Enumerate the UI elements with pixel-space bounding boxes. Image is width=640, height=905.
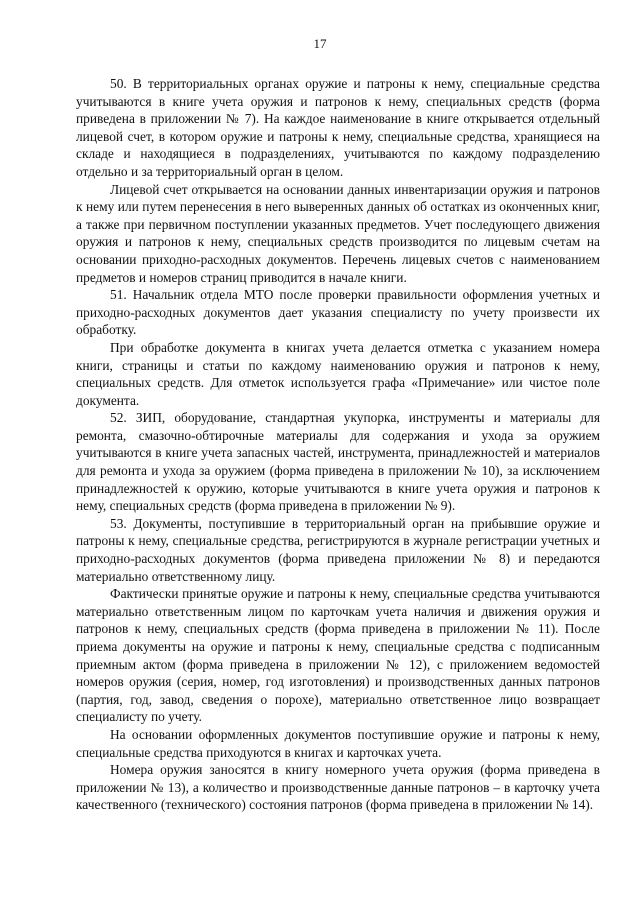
paragraph: 53. Документы, поступившие в территориальный орган на прибывшие оружие и патроны к нему, специальные средства, регистрируются в журнале регистрации учетных и приходно-расходных документов (форма приведена приложении № 8) и передаются материально ответственному лицу.: [76, 515, 600, 584]
paragraph: Лицевой счет открывается на основании данных инвентаризации оружия и патронов к нему или путем перенесения в него выверенных данных об остатках из оконченных книг, а также при первичном поступлении указанных предметов. Учет последующего движения оружия и патронов к нему, специальных средств производится по лицевым счетам на основании приходно-расходных документов. Перечень лицевых счетов с наименованием предметов и номеров страниц приводится в начале книги.: [76, 181, 600, 285]
paragraph: При обработке документа в книгах учета делается отметка с указанием номера книги, страницы и статьи по каждому наименованию оружия и патронов к нему, специальных средств. Для отметок используется графа «Примечание» или чистое поле документа.: [76, 339, 600, 408]
paragraph: 51. Начальник отдела МТО после проверки правильности оформления учетных и приходно-расходных документов дает указания специалисту по учету произвести их обработку.: [76, 287, 600, 338]
paragraph: На основании оформленных документов поступившие оружие и патроны к нему, специальные средства приходуются в книгах и карточках учета.: [76, 726, 600, 760]
document-body: [76, 75, 600, 814]
paragraph: 52. ЗИП, оборудование, стандартная укупорка, инструменты и материалы для ремонта, смазочно-обтирочные материалы для содержания и ухода за оружием учитываются в книге учета запасных частей, инструмента, принадлежностей и материалов для ремонта и ухода за оружием (форма приведена в приложении № 10), за исключением принадлежностей к оружию, которые учитываются в книге учета оружия и патронов к нему, специальных средств (форма приведена в приложении № 9).: [76, 410, 600, 514]
paragraph: Фактически принятые оружие и патроны к нему, специальные средства учитываются материально ответственным лицом по карточкам учета наличия и движения оружия и патронов к нему, специальных средств (форма приведена в приложении № 11). После приема документы на оружие и патроны к нему, специальные средства с подписанным приемным актом (форма приведена в приложении № 12), с приложением ведомостей номеров оружия (серия, номер, год изготовления) и производственных данных патронов (партия, год, завод, сведения о порохе), материально ответственное лицо возвращает специалисту по учету.: [76, 586, 600, 725]
paragraph: 50. В территориальных органах оружие и патроны к нему, специальные средства учитываются в книге учета оружия и патронов к нему, специальных средств (форма приведена в приложении № 7). На каждое наименование в книге открывается отдельный лицевой счет, в котором оружие и патроны к нему, специальные средства, хранящиеся на складе и находящиеся в подразделениях, учитываются по каждому подразделению отдельно и за территориальный орган в целом.: [76, 76, 600, 179]
page-number: 17: [313, 36, 327, 51]
paragraph: Номера оружия заносятся в книгу номерного учета оружия (форма приведена в приложении № 13), а количество и производственные данные патронов – в карточку учета качественного (технического) состояния патронов (форма приведена в приложении № 14).: [76, 762, 600, 813]
